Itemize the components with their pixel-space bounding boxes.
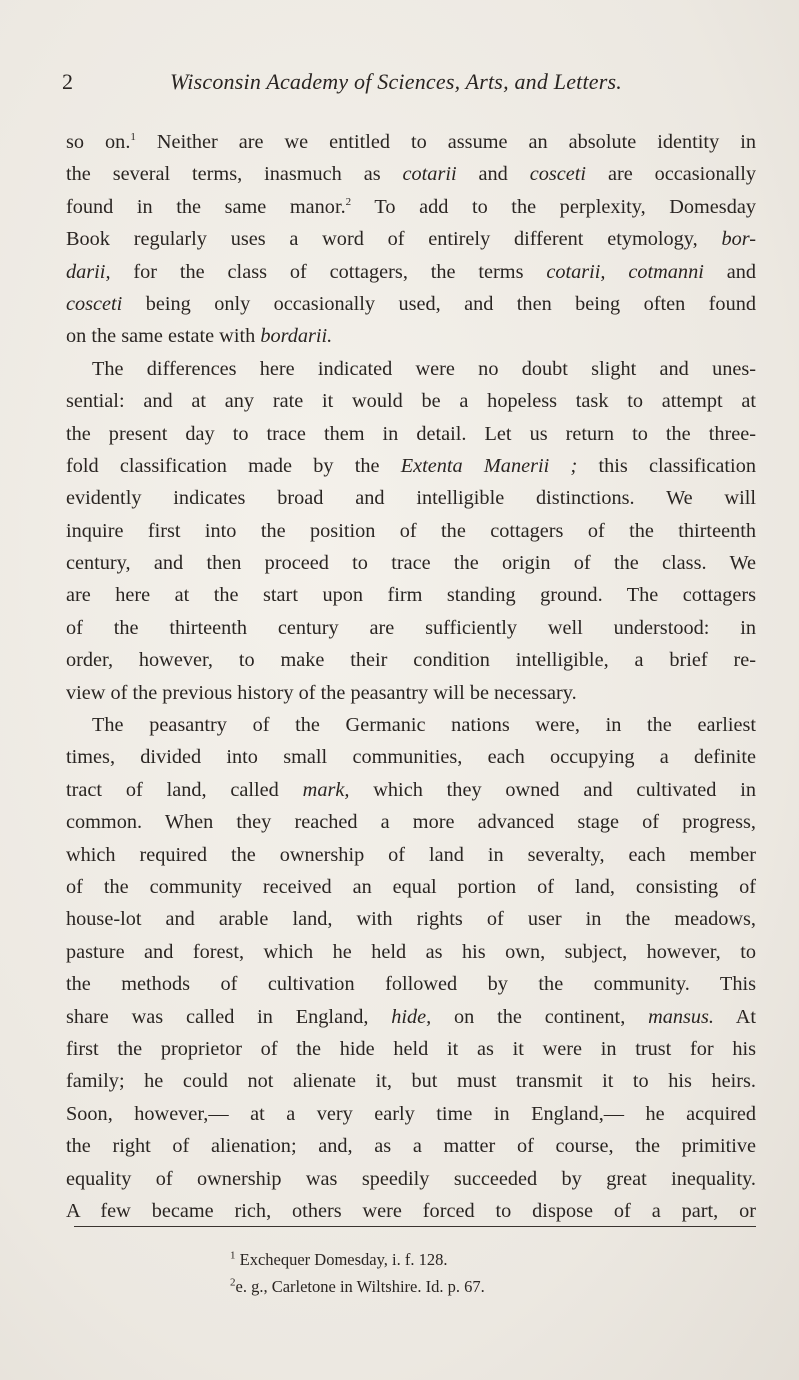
text-run: century, and then proceed to trace the origin of the class. We [66,552,756,575]
text-run: view of the previous history of the peasantry will be necessary. [66,681,577,704]
footnote-mark: 2 [230,1276,236,1289]
text-run: fold classification made by the [66,454,401,477]
text-line [66,191,756,223]
text-line [66,288,756,320]
footnotes [230,1246,650,1300]
text-line [66,579,756,611]
text-run: At [714,1005,756,1028]
text-run: which required the ownership of land in severalty, each member [66,843,756,866]
text-line [66,223,756,255]
footnote-ref: 1 [130,131,136,144]
text-run: The differences here indicated were no doubt slight and unes- [92,357,756,380]
text-run: of the community received an equal portion of land, consisting of [66,875,756,898]
text-line [66,320,756,352]
text-line [66,774,756,806]
text-run: equality of ownership was speedily succeeded by great inequality. [66,1167,756,1190]
text-run: are here at the start upon firm standing ground. The cottagers [66,584,756,607]
text-run: and [703,260,756,283]
text-line [66,709,756,741]
text-run: the right of alienation; and, as a matter of course, the primitive [66,1135,756,1158]
italic-term: Extenta Manerii ; [400,454,578,477]
running-title: Wisconsin Academy of Sciences, Arts, and Letters. [170,69,622,94]
text-line [66,418,756,450]
text-run: the several terms, inasmuch as [66,163,403,186]
text-line [66,1195,756,1227]
text-run: tract of land, called [66,778,303,801]
italic-term: darii, [66,260,111,283]
text-run: this classification [577,454,756,477]
text-run: Neither are we entitled to assume an absolute identity in [135,131,756,153]
text-line [66,515,756,547]
footnote-rule [74,1226,756,1227]
text-line [66,644,756,676]
italic-term: mark, [302,778,350,801]
text-line [66,1033,756,1065]
text-run: which they owned and cultivated in [349,778,756,801]
text-line [66,612,756,644]
text-run: on the same estate with [66,325,261,348]
footnote-text: e. g., Carletone in Wiltshire. Id. p. 67. [235,1277,485,1296]
italic-term: cotarii [402,163,457,186]
text-line [66,741,756,773]
text-line [66,1098,756,1130]
italic-term: hide, [391,1005,432,1028]
text-line [66,806,756,838]
text-line [66,126,756,158]
italic-term: cosceti [529,163,587,186]
text-line [66,677,756,709]
text-line [66,1130,756,1162]
text-run: first the proprietor of the hide held it as it were in trust for his [66,1037,756,1060]
italic-term: cosceti [66,292,123,315]
text-run: common. When they reached a more advanced stage of progress, [66,811,756,834]
text-run: The peasantry of the Germanic nations were, in the earliest [92,714,756,737]
footnote-ref: 2 [345,196,352,209]
text-run: Soon, however,— at a very early time in England,— he acquired [66,1102,756,1125]
text-run: the present day to trace them in detail. Let us return to the three- [66,422,756,445]
text-line [66,385,756,417]
footnote [230,1273,650,1300]
text-run: sential: and at any rate it would be a hopeless task to attempt at [66,390,756,413]
body-text [66,126,756,1227]
footnote-text: Exchequer Domesday, i. f. 128. [235,1250,448,1269]
text-run: To add to the perplexity, Domesday [351,195,756,218]
text-line [66,839,756,871]
text-run: evidently indicates broad and intelligible distinctions. We will [66,487,756,510]
text-run: order, however, to make their condition intelligible, a brief re- [66,649,756,672]
text-line [66,158,756,190]
text-line [66,936,756,968]
text-line [66,1065,756,1097]
text-run: for the class of cottagers, the terms [110,260,547,283]
text-run: inquire first into the position of the cottagers of the thirteenth [66,519,756,542]
text-run: of the thirteenth century are sufficiently well understood: in [66,616,756,639]
italic-term: bor- [721,228,756,251]
text-line [66,482,756,514]
text-run: are occasionally [586,163,756,186]
footnote-mark: 1 [230,1249,236,1262]
text-run: being only occasionally used, and then being often found [122,292,756,315]
text-line [66,256,756,288]
text-run: share was called in England, [66,1005,392,1028]
text-line [66,1001,756,1033]
text-run: pasture and forest, which he held as his own, subject, however, to [66,940,756,963]
footnote [230,1246,650,1273]
page-header [62,66,672,98]
text-line [66,968,756,1000]
page-number: 2 [62,69,73,94]
text-run: A few became rich, others were forced to dispose of a part, or [66,1199,756,1222]
italic-term: mansus. [648,1005,715,1028]
text-run: family; he could not alienate it, but must transmit it to his heirs. [66,1070,756,1093]
text-run: so on. [66,131,131,153]
text-run: times, divided into small communities, each occupying a definite [66,746,756,769]
text-run: on the continent, [431,1005,649,1028]
text-line [66,353,756,385]
text-line [66,871,756,903]
text-line [66,547,756,579]
text-line [66,450,756,482]
text-run: and [456,163,530,186]
text-run: Book regularly uses a word of entirely different etymology, [66,228,722,251]
italic-term: bordarii. [260,325,333,348]
italic-term: cotarii, cotmanni [546,260,704,283]
text-line [66,903,756,935]
text-line [66,1163,756,1195]
text-run: house-lot and arable land, with rights of user in the meadows, [66,908,756,931]
text-run: the methods of cultivation followed by the community. This [66,973,756,996]
text-run: found in the same manor. [66,195,346,218]
